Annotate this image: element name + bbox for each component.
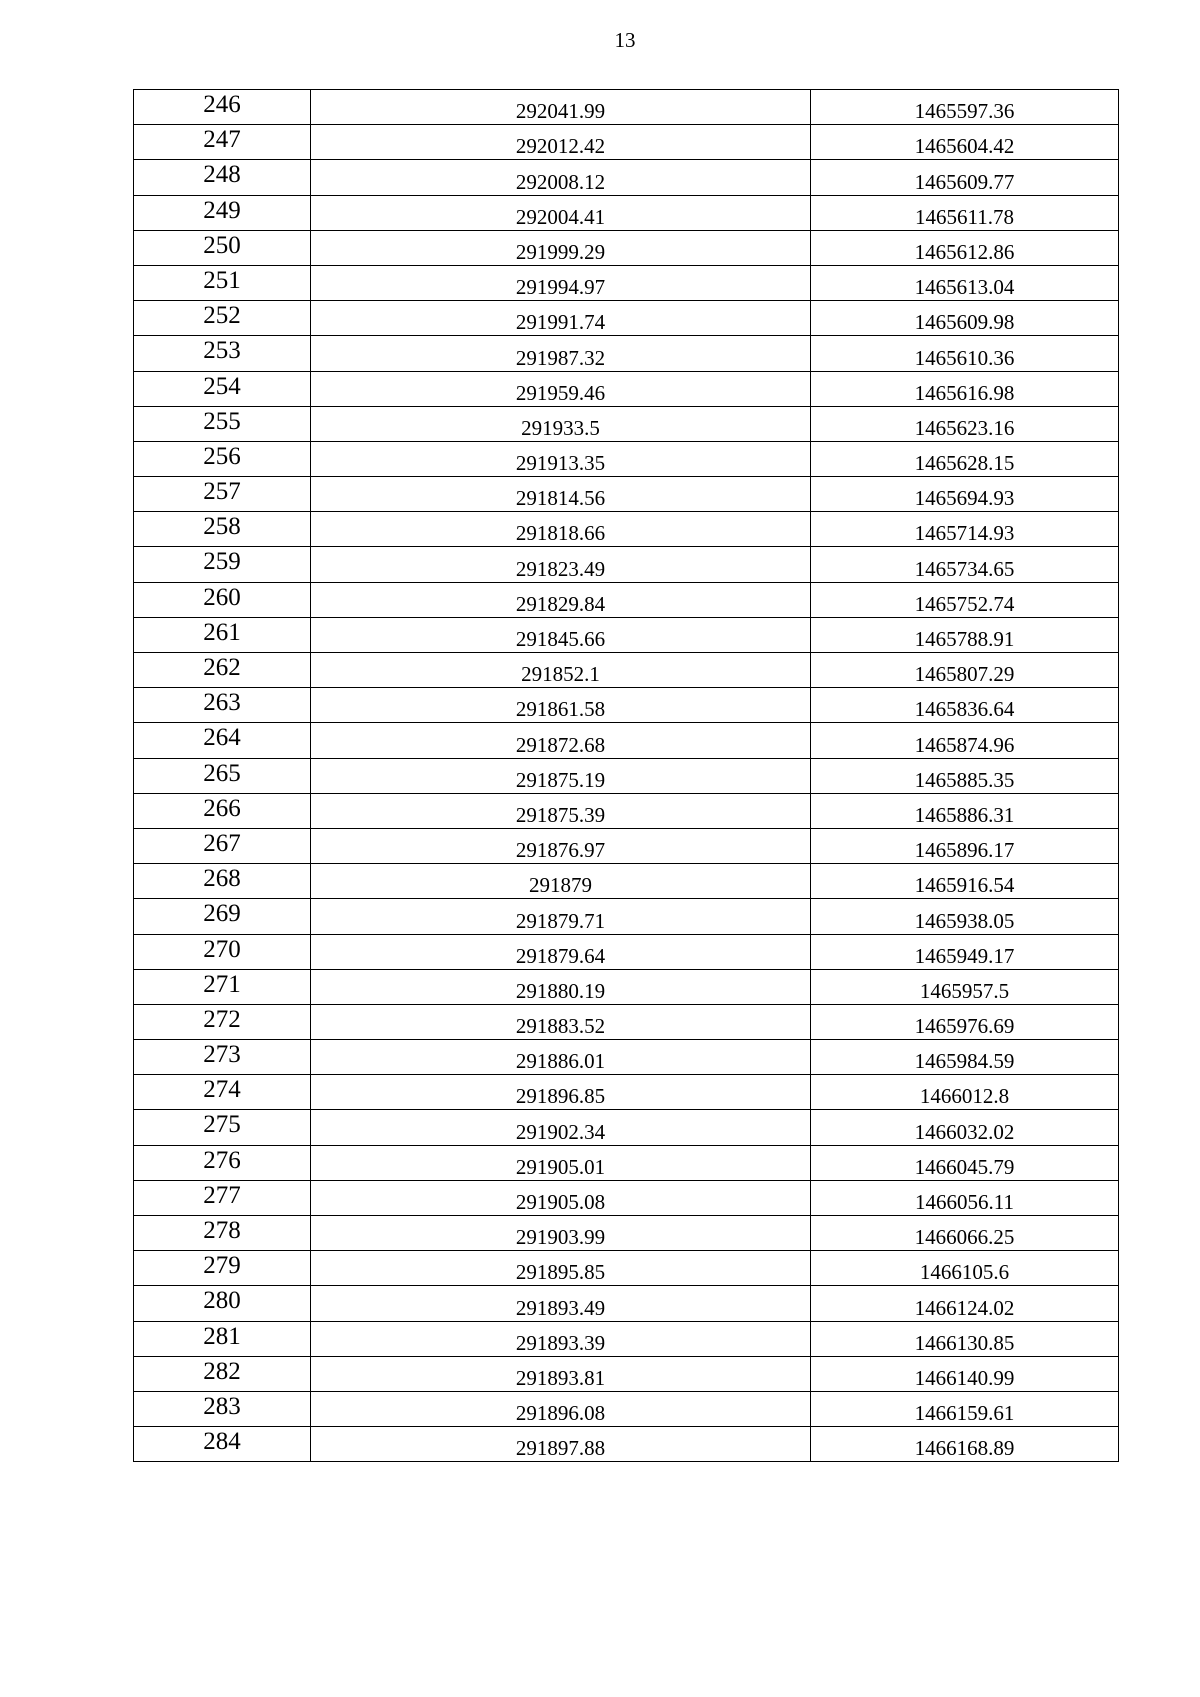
- point-number-cell: 277: [134, 1180, 311, 1215]
- table-row: [134, 617, 1119, 652]
- coordinates-table-body: [134, 90, 1119, 1462]
- x-coordinate-cell: 292012.42: [311, 125, 811, 160]
- table-row: [134, 406, 1119, 441]
- x-coordinate-cell: 291814.56: [311, 477, 811, 512]
- table-row: [134, 512, 1119, 547]
- x-coordinate-cell: 291896.08: [311, 1391, 811, 1426]
- table-row: [134, 1075, 1119, 1110]
- y-coordinate-cell: 1466045.79: [811, 1145, 1119, 1180]
- x-coordinate-cell: 291872.68: [311, 723, 811, 758]
- table-row: [134, 477, 1119, 512]
- y-coordinate-cell: 1465609.98: [811, 301, 1119, 336]
- x-coordinate-cell: 291886.01: [311, 1040, 811, 1075]
- x-coordinate-cell: 291879: [311, 864, 811, 899]
- table-row: [134, 582, 1119, 617]
- x-coordinate-cell: 291875.19: [311, 758, 811, 793]
- point-number-cell: 283: [134, 1391, 311, 1426]
- point-number-cell: 273: [134, 1040, 311, 1075]
- y-coordinate-cell: 1465807.29: [811, 653, 1119, 688]
- x-coordinate-cell: 291896.85: [311, 1075, 811, 1110]
- point-number-cell: 257: [134, 477, 311, 512]
- table-row: [134, 793, 1119, 828]
- table-row: [134, 371, 1119, 406]
- point-number-cell: 267: [134, 828, 311, 863]
- table-row: [134, 1180, 1119, 1215]
- table-row: [134, 1110, 1119, 1145]
- table-row: [134, 934, 1119, 969]
- table-row: [134, 301, 1119, 336]
- y-coordinate-cell: 1465874.96: [811, 723, 1119, 758]
- y-coordinate-cell: 1465597.36: [811, 90, 1119, 125]
- x-coordinate-cell: 292041.99: [311, 90, 811, 125]
- y-coordinate-cell: 1465885.35: [811, 758, 1119, 793]
- x-coordinate-cell: 291903.99: [311, 1216, 811, 1251]
- x-coordinate-cell: 292008.12: [311, 160, 811, 195]
- y-coordinate-cell: 1465612.86: [811, 230, 1119, 265]
- point-number-cell: 260: [134, 582, 311, 617]
- table-row: [134, 90, 1119, 125]
- table-row: [134, 864, 1119, 899]
- x-coordinate-cell: 291897.88: [311, 1427, 811, 1462]
- y-coordinate-cell: 1465613.04: [811, 265, 1119, 300]
- y-coordinate-cell: 1466012.8: [811, 1075, 1119, 1110]
- point-number-cell: 253: [134, 336, 311, 371]
- x-coordinate-cell: 291880.19: [311, 969, 811, 1004]
- x-coordinate-cell: 291893.39: [311, 1321, 811, 1356]
- table-row: [134, 1391, 1119, 1426]
- table-row: [134, 195, 1119, 230]
- x-coordinate-cell: 291905.08: [311, 1180, 811, 1215]
- point-number-cell: 279: [134, 1251, 311, 1286]
- point-number-cell: 272: [134, 1004, 311, 1039]
- table-row: [134, 1427, 1119, 1462]
- y-coordinate-cell: 1465628.15: [811, 441, 1119, 476]
- table-row: [134, 265, 1119, 300]
- x-coordinate-cell: 292004.41: [311, 195, 811, 230]
- x-coordinate-cell: 291893.81: [311, 1356, 811, 1391]
- point-number-cell: 252: [134, 301, 311, 336]
- table-row: [134, 1286, 1119, 1321]
- point-number-cell: 254: [134, 371, 311, 406]
- point-number-cell: 248: [134, 160, 311, 195]
- x-coordinate-cell: 291933.5: [311, 406, 811, 441]
- point-number-cell: 256: [134, 441, 311, 476]
- point-number-cell: 269: [134, 899, 311, 934]
- point-number-cell: 251: [134, 265, 311, 300]
- y-coordinate-cell: 1465916.54: [811, 864, 1119, 899]
- y-coordinate-cell: 1466032.02: [811, 1110, 1119, 1145]
- y-coordinate-cell: 1466105.6: [811, 1251, 1119, 1286]
- table-row: [134, 547, 1119, 582]
- coordinates-table: [133, 89, 1119, 1462]
- point-number-cell: 264: [134, 723, 311, 758]
- point-number-cell: 275: [134, 1110, 311, 1145]
- point-number-cell: 255: [134, 406, 311, 441]
- table-row: [134, 969, 1119, 1004]
- x-coordinate-cell: 291879.71: [311, 899, 811, 934]
- x-coordinate-cell: 291852.1: [311, 653, 811, 688]
- y-coordinate-cell: 1465611.78: [811, 195, 1119, 230]
- y-coordinate-cell: 1465604.42: [811, 125, 1119, 160]
- y-coordinate-cell: 1465616.98: [811, 371, 1119, 406]
- y-coordinate-cell: 1465788.91: [811, 617, 1119, 652]
- point-number-cell: 261: [134, 617, 311, 652]
- table-row: [134, 1216, 1119, 1251]
- x-coordinate-cell: 291875.39: [311, 793, 811, 828]
- y-coordinate-cell: 1465609.77: [811, 160, 1119, 195]
- table-row: [134, 758, 1119, 793]
- y-coordinate-cell: 1465734.65: [811, 547, 1119, 582]
- y-coordinate-cell: 1465984.59: [811, 1040, 1119, 1075]
- point-number-cell: 262: [134, 653, 311, 688]
- table-row: [134, 899, 1119, 934]
- table-row: [134, 653, 1119, 688]
- point-number-cell: 278: [134, 1216, 311, 1251]
- x-coordinate-cell: 291895.85: [311, 1251, 811, 1286]
- y-coordinate-cell: 1465957.5: [811, 969, 1119, 1004]
- x-coordinate-cell: 291893.49: [311, 1286, 811, 1321]
- x-coordinate-cell: 291987.32: [311, 336, 811, 371]
- y-coordinate-cell: 1465714.93: [811, 512, 1119, 547]
- table-row: [134, 688, 1119, 723]
- point-number-cell: 266: [134, 793, 311, 828]
- point-number-cell: 282: [134, 1356, 311, 1391]
- table-row: [134, 1004, 1119, 1039]
- x-coordinate-cell: 291818.66: [311, 512, 811, 547]
- point-number-cell: 268: [134, 864, 311, 899]
- x-coordinate-cell: 291845.66: [311, 617, 811, 652]
- x-coordinate-cell: 291994.97: [311, 265, 811, 300]
- y-coordinate-cell: 1466066.25: [811, 1216, 1119, 1251]
- x-coordinate-cell: 291959.46: [311, 371, 811, 406]
- page-number: 13: [614, 28, 636, 52]
- x-coordinate-cell: 291999.29: [311, 230, 811, 265]
- x-coordinate-cell: 291902.34: [311, 1110, 811, 1145]
- x-coordinate-cell: 291991.74: [311, 301, 811, 336]
- table-row: [134, 125, 1119, 160]
- table-row: [134, 1356, 1119, 1391]
- x-coordinate-cell: 291876.97: [311, 828, 811, 863]
- y-coordinate-cell: 1466124.02: [811, 1286, 1119, 1321]
- point-number-cell: 276: [134, 1145, 311, 1180]
- point-number-cell: 281: [134, 1321, 311, 1356]
- point-number-cell: 259: [134, 547, 311, 582]
- point-number-cell: 246: [134, 90, 311, 125]
- y-coordinate-cell: 1465623.16: [811, 406, 1119, 441]
- y-coordinate-cell: 1465836.64: [811, 688, 1119, 723]
- table-row: [134, 441, 1119, 476]
- table-row: [134, 1321, 1119, 1356]
- point-number-cell: 265: [134, 758, 311, 793]
- y-coordinate-cell: 1465694.93: [811, 477, 1119, 512]
- x-coordinate-cell: 291861.58: [311, 688, 811, 723]
- y-coordinate-cell: 1465886.31: [811, 793, 1119, 828]
- table-row: [134, 1145, 1119, 1180]
- point-number-cell: 250: [134, 230, 311, 265]
- point-number-cell: 263: [134, 688, 311, 723]
- y-coordinate-cell: 1465610.36: [811, 336, 1119, 371]
- point-number-cell: 274: [134, 1075, 311, 1110]
- y-coordinate-cell: 1465938.05: [811, 899, 1119, 934]
- point-number-cell: 271: [134, 969, 311, 1004]
- point-number-cell: 249: [134, 195, 311, 230]
- y-coordinate-cell: 1466168.89: [811, 1427, 1119, 1462]
- table-row: [134, 160, 1119, 195]
- table-row: [134, 723, 1119, 758]
- x-coordinate-cell: 291879.64: [311, 934, 811, 969]
- y-coordinate-cell: 1465896.17: [811, 828, 1119, 863]
- table-row: [134, 1040, 1119, 1075]
- x-coordinate-cell: 291823.49: [311, 547, 811, 582]
- point-number-cell: 247: [134, 125, 311, 160]
- y-coordinate-cell: 1466159.61: [811, 1391, 1119, 1426]
- x-coordinate-cell: 291829.84: [311, 582, 811, 617]
- y-coordinate-cell: 1465976.69: [811, 1004, 1119, 1039]
- y-coordinate-cell: 1466130.85: [811, 1321, 1119, 1356]
- point-number-cell: 284: [134, 1427, 311, 1462]
- point-number-cell: 280: [134, 1286, 311, 1321]
- table-row: [134, 336, 1119, 371]
- y-coordinate-cell: 1465752.74: [811, 582, 1119, 617]
- y-coordinate-cell: 1466056.11: [811, 1180, 1119, 1215]
- point-number-cell: 258: [134, 512, 311, 547]
- table-row: [134, 828, 1119, 863]
- x-coordinate-cell: 291905.01: [311, 1145, 811, 1180]
- table-row: [134, 230, 1119, 265]
- y-coordinate-cell: 1465949.17: [811, 934, 1119, 969]
- table-row: [134, 1251, 1119, 1286]
- point-number-cell: 270: [134, 934, 311, 969]
- x-coordinate-cell: 291883.52: [311, 1004, 811, 1039]
- y-coordinate-cell: 1466140.99: [811, 1356, 1119, 1391]
- x-coordinate-cell: 291913.35: [311, 441, 811, 476]
